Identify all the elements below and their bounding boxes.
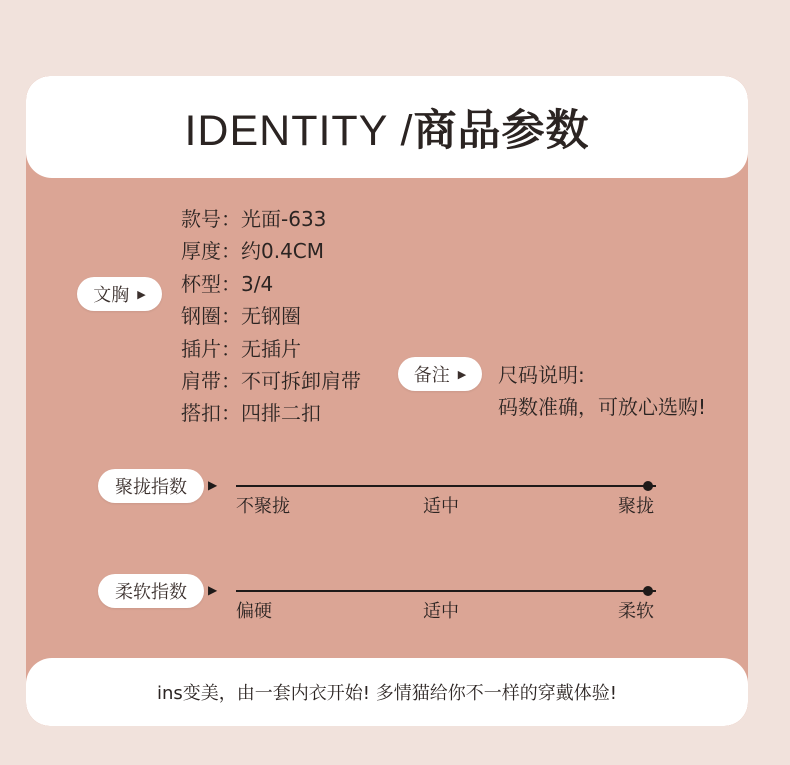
note-tag [398,357,482,391]
spec-value: 3/4 [241,271,274,296]
softness-index-label: 柔软指数 [115,582,187,603]
header-panel [26,76,748,178]
play-arrow-icon: ▶ [208,478,218,492]
spec-key: 款号 [181,207,221,231]
gather-level-marker [643,481,653,491]
note-line-1: 尺码说明: [498,363,585,387]
gather-high-label: 聚拢 [618,496,654,517]
note-text [498,359,706,423]
spec-key: 杯型 [181,271,221,296]
spec-row: 款号：光面-633 [181,207,327,231]
softness-index-tag [98,574,204,608]
page-title [184,97,589,158]
gather-index-label: 聚拢指数 [115,477,187,498]
spec-value: 约0.4CM [241,239,325,264]
spec-key: 钢圈 [181,304,221,329]
title-chinese: 商品参数 [413,105,590,156]
spec-row: 厚度：约0.4CM [181,239,325,264]
softness-scale-line [236,590,656,592]
gather-mid-label: 适中 [423,496,459,517]
spec-key: 搭扣 [181,401,221,426]
play-arrow-icon: ▶ [137,287,146,301]
spec-value: 光面-633 [241,207,327,231]
spec-row: 杯型：3/4 [181,271,274,296]
spec-row: 插片：无插片 [181,336,301,361]
softness-high-label: 柔软 [618,601,654,622]
play-arrow-icon: ▶ [457,367,467,381]
product-parameters-card [26,76,748,726]
gather-low-label: 不聚拢 [236,496,290,517]
play-arrow-icon: ▶ [208,583,218,597]
spec-list [181,203,361,430]
note-line-2: 码数准确，可放心选购! [498,395,707,419]
softness-mid-label: 适中 [423,601,459,622]
note-tag-label: 备注 [413,365,450,386]
spec-row: 肩带：不可拆卸肩带 [181,368,361,393]
spec-key: 肩带 [181,368,221,393]
spec-row: 钢圈：无钢圈 [181,304,301,329]
footer-panel [26,658,748,726]
softness-level-marker [643,586,653,596]
footer-slogan: ins变美，由一套内衣开始! 多情猫给你不一样的穿戴体验! [157,683,617,704]
gather-scale-line [236,485,656,487]
bra-tag-label: 文胸 [93,285,130,306]
bra-tag [77,277,162,311]
softness-low-label: 偏硬 [236,601,272,622]
spec-value: 无插片 [241,336,301,361]
spec-value: 无钢圈 [241,304,301,329]
gather-index-tag [98,469,204,503]
title-english: IDENTITY / [184,106,414,155]
spec-value: 不可拆卸肩带 [241,368,361,393]
spec-key: 插片 [181,336,221,361]
spec-row: 搭扣：四排二扣 [181,401,321,426]
spec-value: 四排二扣 [241,401,321,426]
spec-key: 厚度 [181,239,221,264]
